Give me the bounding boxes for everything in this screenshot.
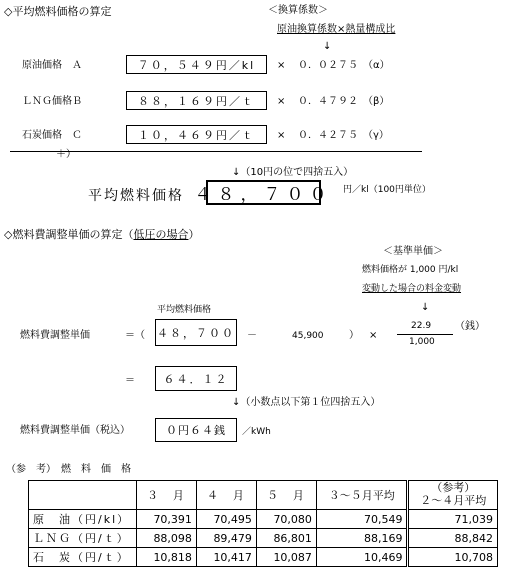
cell-avg: 88,169 xyxy=(316,529,408,548)
coal-price-box: １０，４６９円／ｔ xyxy=(126,125,267,144)
section2-title: ◇燃料費調整単価の算定（低圧の場合） xyxy=(4,228,200,241)
cell-april: 10,417 xyxy=(196,548,256,567)
unit-price-label: 燃料費調整単価 xyxy=(20,330,90,341)
table-row xyxy=(29,548,498,567)
cell-may: 70,080 xyxy=(256,510,316,529)
cell-march: 70,391 xyxy=(136,510,196,529)
coef-arrow: ↓ xyxy=(323,41,332,52)
header-avg-3-5: ３～５月平均 xyxy=(316,481,408,510)
row-label: 原 油（円/kl） xyxy=(29,510,137,529)
base-unit-arrow: ↓ xyxy=(421,302,430,313)
crude-times: × xyxy=(277,60,286,71)
sen-unit: （銭） xyxy=(455,321,485,332)
lng-price-box: ８８，１６９円／ｔ xyxy=(126,91,267,110)
header-march: ３ 月 xyxy=(136,481,196,510)
ref-header-line1: （参考） xyxy=(431,481,476,495)
table-row xyxy=(29,529,498,548)
base-unit-line1: 燃料価格が 1,000 円/kl xyxy=(362,265,459,275)
coal-times: × xyxy=(277,130,286,141)
base-unit-header: ＜基準単価＞ xyxy=(383,246,443,257)
formula-times: × xyxy=(369,330,378,341)
formula-denominator: 1,000 xyxy=(409,337,435,347)
cell-april: 70,495 xyxy=(196,510,256,529)
fraction-bar xyxy=(397,334,453,335)
cell-may: 10,087 xyxy=(256,548,316,567)
header-blank xyxy=(29,481,137,510)
taxed-unit-price-label: 燃料費調整単価（税込） xyxy=(20,425,130,436)
lng-times: × xyxy=(277,96,286,107)
lng-coef: ０．４７９２ （β） xyxy=(298,96,390,107)
formula-open: ＝（ xyxy=(125,330,145,341)
avg-fuel-price-box: ４８，７００ xyxy=(206,180,321,205)
row-label: 石 炭（円/ｔ） xyxy=(29,548,137,567)
crude-price-box: ７０，５４９円／kl xyxy=(126,55,267,74)
formula-minus: － xyxy=(247,330,257,341)
formula-close: ） xyxy=(349,330,359,341)
rounding-note-decimal: ↓（小数点以下第１位四捨五入） xyxy=(232,397,381,408)
result-equals: ＝ xyxy=(125,375,135,386)
reference-title: （参 考） 燃 料 価 格 xyxy=(6,464,131,475)
rounding-note-10yen: ↓（10円の位で四捨五入） xyxy=(232,167,354,178)
table-row xyxy=(29,510,498,529)
result-box: ６４．１２ xyxy=(155,366,237,391)
avg-fuel-price-label: 平均燃料価格 xyxy=(88,188,184,204)
coal-coef: ０．４２７５ （γ） xyxy=(298,130,389,141)
crude-label: 原油価格 Ａ xyxy=(22,60,82,71)
avg-fuel-price-unit: 円／kl（100円単位） xyxy=(343,185,431,195)
cell-avg: 10,469 xyxy=(316,548,408,567)
cell-ref: 88,842 xyxy=(408,529,498,548)
cell-march: 88,098 xyxy=(136,529,196,548)
coef-subheader: 原油換算係数×熱量構成比 xyxy=(277,24,396,35)
taxed-unit-price-box: ０円６４銭 xyxy=(155,418,237,442)
cell-april: 89,479 xyxy=(196,529,256,548)
ref-header-line2: ２～４月平均 xyxy=(420,494,487,507)
row-label: ＬＮＧ（円/ｔ） xyxy=(29,529,137,548)
cell-ref: 71,039 xyxy=(408,510,498,529)
base-unit-line2: 変動した場合の料金変動 xyxy=(362,284,462,294)
lng-label: ＬＮＧ価格Ｂ xyxy=(22,96,82,107)
formula-avg-price-box: ４８，７００ xyxy=(155,319,237,346)
crude-coef: ０．０２７５ （α） xyxy=(298,60,390,71)
header-ref-avg xyxy=(408,481,498,510)
section1-title: ◇平均燃料価格の算定 xyxy=(4,5,112,18)
cell-may: 86,801 xyxy=(256,529,316,548)
formula-base-price: 45,900 xyxy=(292,331,324,341)
cell-avg: 70,549 xyxy=(316,510,408,529)
header-may: ５ 月 xyxy=(256,481,316,510)
cell-ref: 10,708 xyxy=(408,548,498,567)
taxed-unit: ／kWh xyxy=(242,427,271,437)
fuel-price-table xyxy=(28,480,498,567)
formula-numerator: 22.9 xyxy=(411,321,432,331)
cell-march: 10,818 xyxy=(136,548,196,567)
coef-header: ＜換算係数＞ xyxy=(268,5,328,16)
table-header-row xyxy=(29,481,498,510)
header-april: ４ 月 xyxy=(196,481,256,510)
avg-price-caption: 平均燃料価格 xyxy=(157,305,212,315)
coal-label: 石炭価格 Ｃ xyxy=(22,130,82,141)
sum-plus: ＋） xyxy=(56,149,76,160)
